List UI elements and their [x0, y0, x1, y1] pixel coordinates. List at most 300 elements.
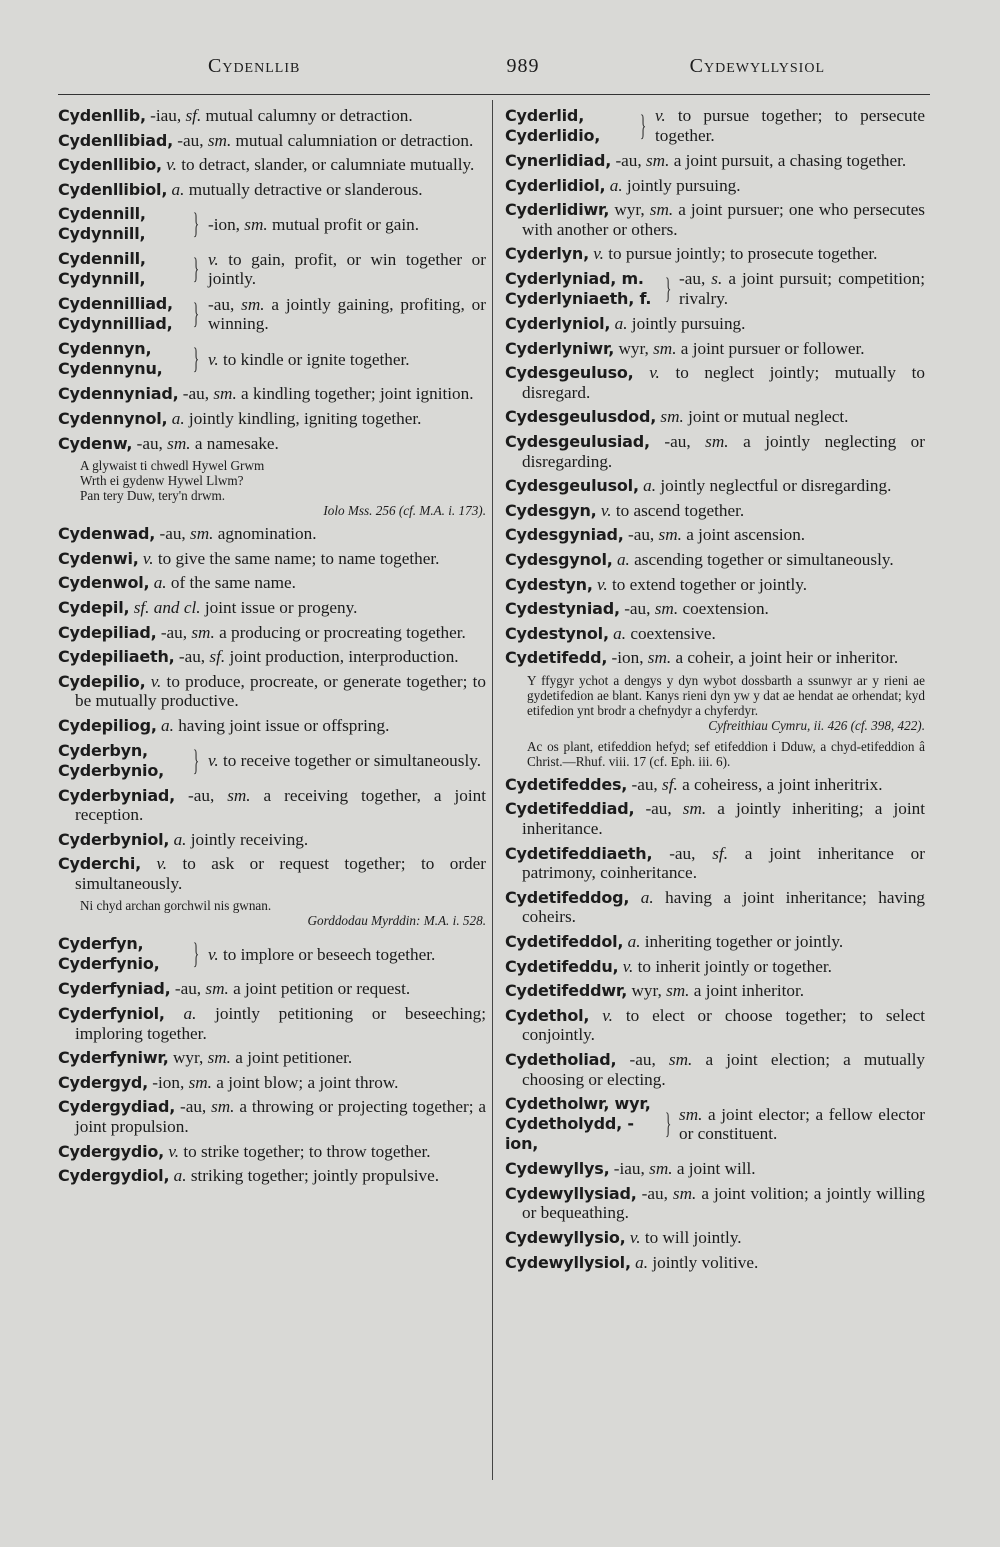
dictionary-entry	[58, 672, 486, 711]
definition-text: a receiving together, a joint reception.	[75, 785, 486, 825]
definition	[204, 250, 486, 289]
definition-text: jointly receiving.	[186, 829, 309, 849]
grammar-label: v.	[600, 500, 612, 520]
inflection: -ion,	[607, 648, 648, 668]
dictionary-entry	[505, 339, 925, 359]
dictionary-entry	[58, 786, 486, 825]
headword-group	[58, 934, 188, 974]
dictionary-entry	[505, 200, 925, 239]
definition-text: to give the same name; to name together.	[153, 548, 440, 568]
inflection: wyr,	[614, 338, 654, 358]
definition	[651, 106, 925, 145]
header-right-guideword: Cydewyllysiol	[689, 55, 825, 77]
definition	[204, 945, 486, 965]
headword: Cydesgeulusiad,	[505, 431, 650, 451]
grammar-label: v.	[593, 244, 604, 264]
definition-text: mutual calumny or detraction.	[201, 106, 413, 125]
headword: Cydethol,	[505, 1005, 590, 1025]
headword: Cydepiliad,	[58, 622, 157, 642]
headword: Cydennill,	[58, 249, 146, 269]
headword: Cydetholiad,	[505, 1050, 617, 1069]
headword: Cydenllibiad,	[58, 130, 173, 150]
headword: Cydennill,	[58, 204, 146, 224]
inflection: -au,	[170, 979, 206, 999]
dictionary-entry	[505, 648, 925, 668]
dictionary-entry	[505, 599, 925, 619]
grammar-label: a.	[613, 623, 627, 643]
headword-group	[505, 106, 635, 146]
grammar-label: sm.	[668, 1050, 693, 1069]
grammar-label: a.	[171, 408, 185, 428]
definition-text: to inherit jointly or together.	[633, 956, 832, 976]
headword: Cydergydio,	[58, 1141, 165, 1161]
headword: Cydennynu,	[58, 359, 163, 379]
grammar-label: sm.	[705, 431, 729, 451]
definition-text: to extend together or jointly.	[607, 574, 808, 594]
headword: Cydynnilliad,	[58, 314, 173, 334]
dictionary-entry	[505, 476, 925, 496]
grammar-label: sf.	[209, 647, 226, 667]
header-rule	[58, 94, 930, 95]
citation-quote	[80, 898, 486, 928]
dictionary-entry	[505, 176, 925, 196]
citation-quote	[527, 673, 925, 733]
definition-text: striking together; jointly propulsive.	[186, 1166, 440, 1186]
grammar-label: a.	[609, 175, 623, 195]
headword: Cydetifeddol,	[505, 932, 624, 952]
definition-text: jointly volitive.	[648, 1252, 759, 1272]
inflection: wyr,	[627, 981, 667, 1001]
grammar-label: sm.	[207, 130, 232, 150]
inflection: wyr,	[168, 1048, 208, 1068]
definition-text: a kindling together; joint ignition.	[236, 384, 474, 404]
headword: Cydenllib,	[58, 106, 146, 125]
grammar-label: v.	[208, 750, 219, 770]
inflection: -au,	[619, 599, 655, 619]
left-column	[58, 106, 486, 1191]
header-left-guideword: Cydenllib	[208, 55, 301, 77]
headword: Cydynnill,	[58, 269, 146, 289]
inflection: -au,	[208, 294, 242, 314]
definition	[675, 269, 925, 308]
dictionary-entry	[58, 384, 486, 404]
quote-source: Iolo Mss. 256 (cf. M.A. i. 173).	[323, 503, 486, 519]
dictionary-entry	[58, 979, 486, 999]
grammar-label: v.	[208, 944, 219, 964]
grammar-label: a.	[643, 476, 657, 496]
dictionary-entry	[58, 647, 486, 667]
dictionary-entry	[58, 573, 486, 593]
quote-line: Wrth ei gydenw Hywel Llwm?	[80, 473, 244, 489]
headword-group	[505, 269, 661, 309]
headword: Cydesgynol,	[505, 549, 613, 569]
brace-glyph: }	[192, 743, 200, 777]
dictionary-entry-pair	[505, 106, 925, 146]
grammar-label: sm.	[244, 214, 268, 234]
definition-text: having a joint inheritance; having coheirs.	[522, 887, 926, 927]
grammar-label: a.	[173, 829, 187, 849]
definition-text: of the same name.	[166, 573, 296, 593]
inflection	[141, 854, 156, 873]
definition-text: a joint pursuit, a chasing together.	[669, 151, 907, 170]
inflection: -au,	[627, 774, 663, 794]
dictionary-entry-pair	[505, 269, 925, 309]
definition-text: a joint petitioner.	[230, 1048, 353, 1068]
definition-text: mutual calumniation or detraction.	[231, 130, 474, 150]
definition-text: agnomination.	[213, 524, 317, 544]
definition-text: a joint petition or request.	[228, 979, 411, 999]
grammar-label: v.	[150, 671, 162, 691]
definition-text: a joint will.	[672, 1159, 756, 1179]
definition-text: a coheiress, a joint inheritrix.	[677, 774, 883, 794]
headword: Cyderchi,	[58, 854, 142, 874]
dictionary-entry	[505, 1050, 925, 1089]
headword: Cydesgyniad,	[505, 525, 624, 545]
headword: Cydetifeddes,	[505, 774, 628, 794]
dictionary-entry	[58, 434, 486, 454]
definition-text: to pursue together; to persecute together.	[655, 106, 925, 145]
definition-text: jointly petitioning or beseeching; imploring together.	[75, 1004, 486, 1043]
definition-text: a joint election; a mutually choosing or electing.	[522, 1050, 925, 1089]
dictionary-entry	[58, 106, 486, 126]
grammar-label: v.	[622, 956, 634, 976]
definition-text: a joint pursuer or follower.	[676, 338, 865, 358]
definition-text: a namesake.	[190, 433, 279, 453]
inflection	[165, 1004, 184, 1023]
grammar-label: v.	[166, 155, 177, 175]
definition-text: to ascend together.	[611, 500, 745, 520]
dictionary-entry	[58, 524, 486, 544]
dictionary-entry	[505, 1253, 925, 1273]
headword: Cydynnill,	[58, 224, 146, 244]
grammar-label: sm.	[190, 524, 214, 544]
dictionary-entry	[505, 888, 925, 927]
headword: Cydetifeddiaeth,	[505, 843, 653, 863]
headword: Cydergydiol,	[58, 1166, 170, 1186]
headword: Cydenwad,	[58, 524, 156, 544]
inflection: wyr,	[609, 200, 650, 220]
grammar-label: sm.	[205, 979, 229, 999]
grammar-label: a.	[640, 887, 654, 907]
headword-group	[58, 741, 188, 781]
inflection: -ion,	[208, 214, 245, 234]
definition-text: a throwing or projecting together; a joint propulsion.	[75, 1097, 486, 1137]
headword: Cydesgeuluso,	[505, 363, 634, 383]
definition-text: a jointly neglecting or disregarding.	[522, 431, 925, 471]
headword: Cydewyllysio,	[505, 1227, 626, 1247]
inflection: -iau,	[609, 1159, 650, 1179]
grammar-label: a.	[183, 1004, 197, 1024]
grammar-label: a.	[627, 932, 641, 952]
definition	[204, 295, 486, 334]
dictionary-entry	[58, 409, 486, 429]
headword: Cydenllibiol,	[58, 179, 168, 199]
headword: Cydewyllysiad,	[505, 1183, 637, 1203]
grammar-label: a.	[616, 549, 630, 569]
definition-text: a joint inheritor.	[689, 981, 805, 1001]
dictionary-entry	[505, 799, 925, 838]
definition-text: a joint volition; a jointly willing or bequeathing.	[522, 1183, 925, 1223]
dictionary-entry-pair	[58, 741, 486, 781]
headword: Cydetifedd,	[505, 648, 608, 668]
grammar-label: sm.	[654, 599, 679, 619]
running-header	[58, 55, 930, 81]
inflection: -au,	[156, 622, 192, 642]
dictionary-entry	[505, 844, 925, 883]
inflection: -ion,	[147, 1072, 189, 1092]
headword: Cydennyn,	[58, 339, 152, 359]
grammar-label: sm.	[167, 433, 191, 453]
dictionary-entry	[58, 1048, 486, 1068]
dictionary-entry	[58, 623, 486, 643]
headword: Cydesgeulusdod,	[505, 407, 657, 427]
dictionary-entry-pair	[58, 339, 486, 379]
grammar-label: sm.	[207, 1048, 231, 1068]
headword: Cydepiliaeth,	[58, 647, 175, 667]
inflection: -au,	[616, 1050, 669, 1069]
inflection	[634, 363, 650, 382]
dictionary-entry	[505, 363, 925, 402]
definition	[204, 215, 486, 235]
grammar-label: sm.	[666, 981, 690, 1001]
quote-line: Ni chyd archan gorchwil nis gwnan.	[80, 898, 272, 914]
headword: Cydenwol,	[58, 573, 150, 593]
dictionary-entry	[505, 1159, 925, 1179]
grammar-label: sm.	[682, 799, 707, 819]
grammar-label: sf.	[185, 106, 202, 125]
inflection: -au,	[611, 151, 646, 170]
headword: Cyderlyniad, m.	[505, 268, 644, 288]
headword-group	[58, 339, 188, 379]
definition-text: joint or mutual neglect.	[683, 407, 849, 427]
definition-text: to produce, procreate, or generate together; to be mutually productive.	[75, 671, 487, 711]
headword: Cyderfynio,	[58, 954, 160, 974]
grammar-label: sm.	[647, 648, 672, 668]
definition-text: having joint issue or offspring.	[173, 715, 390, 735]
definition-text: to will jointly.	[640, 1227, 742, 1247]
dictionary-entry	[58, 1097, 486, 1136]
dictionary-entry-pair	[58, 249, 486, 289]
brace-glyph: }	[192, 342, 200, 376]
inflection: -au,	[634, 799, 683, 819]
brace-glyph: }	[664, 1107, 672, 1141]
grammar-label: v.	[168, 1141, 180, 1161]
definition	[204, 350, 486, 370]
column-divider	[492, 100, 493, 1480]
inflection: -au,	[649, 431, 706, 451]
definition-text: jointly kindling, igniting together.	[184, 408, 422, 428]
headword: Cydergydiad,	[58, 1097, 176, 1117]
definition-text: a jointly inheriting; a joint inheritance.	[522, 799, 925, 839]
dictionary-entry	[505, 244, 925, 264]
inflection: -au,	[652, 843, 713, 863]
brace-glyph: }	[192, 207, 200, 241]
inflection: -au,	[623, 525, 659, 545]
dictionary-entry	[58, 155, 486, 175]
grammar-label: sm.	[653, 338, 677, 358]
definition-text: a joint pursuit; competition; rivalry.	[679, 269, 925, 308]
headword: Cyderlyniwr,	[505, 338, 615, 358]
headword: Cydetifeddu,	[505, 956, 619, 976]
headword: Cydesgyn,	[505, 500, 597, 520]
headword: Cydetholydd, -ion,	[505, 1114, 634, 1154]
grammar-label: sm.	[649, 1159, 673, 1179]
dictionary-entry	[505, 1006, 925, 1045]
dictionary-entry	[505, 932, 925, 952]
brace-glyph: }	[192, 297, 200, 331]
headword: Cyderfyniol,	[58, 1004, 165, 1024]
grammar-label: v.	[649, 363, 660, 383]
headword-group	[58, 204, 188, 244]
dictionary-entry	[505, 432, 925, 471]
dictionary-entry	[58, 716, 486, 736]
grammar-label: sm.	[188, 1072, 212, 1092]
definition-text: to strike together; to throw together.	[179, 1141, 431, 1161]
definition-text: jointly pursuing.	[627, 313, 746, 333]
grammar-label: sm.	[658, 525, 682, 545]
dictionary-entry	[505, 981, 925, 1001]
headword-group	[58, 294, 188, 334]
dictionary-entry	[58, 549, 486, 569]
definition-text: a jointly gaining, profiting, or winning.	[208, 294, 487, 334]
dictionary-entry	[58, 1004, 486, 1043]
grammar-label: sf. and cl.	[133, 597, 201, 617]
headword: Cydewyllysiol,	[505, 1252, 631, 1272]
definition-text: joint production, interproduction.	[225, 647, 459, 667]
inflection: -iau,	[145, 106, 186, 125]
grammar-label: sf.	[662, 774, 678, 794]
inflection	[629, 888, 641, 907]
dictionary-entry-pair	[58, 204, 486, 244]
headword: Cynerlidiad,	[505, 151, 612, 170]
dictionary-entry	[505, 525, 925, 545]
dictionary-entry	[505, 550, 925, 570]
headword: Cyderbynio,	[58, 760, 164, 780]
grammar-label: a.	[173, 1166, 187, 1186]
headword: Cyderlyn,	[505, 244, 589, 264]
headword: Cydennyniad,	[58, 384, 179, 404]
headword: Cydepiliog,	[58, 715, 157, 735]
grammar-label: sm.	[227, 785, 251, 805]
dictionary-entry	[505, 314, 925, 334]
brace-glyph: }	[192, 252, 200, 286]
definition-text: a joint pursuer; one who persecutes with another or others.	[522, 200, 925, 239]
dictionary-entry	[58, 180, 486, 200]
inflection: -au,	[175, 785, 228, 805]
inflection: -au,	[174, 647, 210, 667]
grammar-label: sm.	[213, 384, 237, 404]
quote-line: Y ffygyr ychot a dengys y dyn wybot dossbarth a ssunwyr ar y rieni ae gydetifedion ae blant. Kanys rieni dyn yw y dat ae hendat ae orhendat; kyd etifedion ynt brodr a chefnydyr a chyferdyr.	[527, 672, 925, 718]
headword: Cyderlyniol,	[505, 313, 611, 333]
headword: Cyderbyn,	[58, 740, 148, 760]
grammar-label: sm.	[660, 407, 684, 427]
headword: Cydetholwr, wyr,	[505, 1094, 651, 1114]
quote-line: Pan tery Duw, tery'n drwm.	[80, 488, 226, 504]
definition-text: to gain, profit, or win together or jointly.	[208, 249, 486, 289]
definition-text: to detract, slander, or calumniate mutually.	[176, 155, 475, 175]
grammar-label: v.	[597, 574, 608, 594]
dictionary-entry	[505, 501, 925, 521]
headword: Cydenw,	[58, 433, 133, 453]
inflection: -au,	[178, 384, 214, 404]
dictionary-entry	[505, 407, 925, 427]
headword: Cydetifeddog,	[505, 887, 630, 907]
definition-text: coextensive.	[626, 623, 716, 643]
definition-text: a joint inheritance or patrimony, coinheritance.	[522, 843, 925, 883]
grammar-label: sm.	[211, 1097, 235, 1117]
inflection	[589, 1006, 602, 1025]
definition-text: to kindle or ignite together.	[218, 349, 410, 369]
definition-text: a joint ascension.	[681, 525, 806, 545]
definition-text: mutual profit or gain.	[267, 214, 420, 234]
grammar-label: a.	[171, 179, 185, 199]
definition-text: a coheir, a joint heir or inheritor.	[671, 648, 899, 668]
brace-glyph: }	[664, 271, 672, 305]
brace-glyph: }	[192, 937, 200, 971]
quote-line: Ac os plant, etifeddion hefyd; sef etifeddion i Dduw, a chyd-etifeddion â Christ.—Rhuf. viii. 17 (cf. Eph. iii. 6).	[527, 738, 925, 769]
headword: Cyderlidiol,	[505, 175, 606, 195]
inflection: -au,	[175, 1097, 212, 1117]
grammar-label: a.	[614, 313, 628, 333]
dictionary-entry	[58, 854, 486, 893]
dictionary-entry	[58, 1166, 486, 1186]
headword-group	[505, 1094, 661, 1154]
definition-text: a joint elector; a fellow elector or constituent.	[679, 1104, 925, 1144]
headword: Cyderbyniad,	[58, 785, 176, 805]
headword: Cyderlid,	[505, 106, 585, 125]
headword: Cyderbyniol,	[58, 829, 170, 849]
grammar-label: sm.	[645, 151, 670, 170]
definition-text: jointly pursuing.	[622, 175, 741, 195]
inflection: -au,	[636, 1183, 673, 1203]
grammar-label: sm.	[672, 1183, 697, 1203]
headword-group	[58, 249, 188, 289]
citation-quote	[527, 739, 925, 769]
headword: Cydennynol,	[58, 408, 168, 428]
definition-text: inheriting together or jointly.	[640, 932, 844, 952]
dictionary-entry	[505, 1184, 925, 1223]
headword: Cydenwi,	[58, 548, 139, 568]
quote-line: A glywaist ti chwedl Hywel Grwm	[80, 458, 265, 474]
dictionary-entry	[505, 1228, 925, 1248]
dictionary-entry	[58, 131, 486, 151]
definition-text: to receive together or simultaneously.	[218, 750, 481, 770]
headword: Cydesgeulusol,	[505, 476, 639, 496]
headword: Cydestynol,	[505, 623, 609, 643]
headword: Cyderlidiwr,	[505, 200, 610, 220]
dictionary-entry-pair	[58, 934, 486, 974]
brace-glyph: }	[639, 109, 647, 142]
definition-text: to neglect jointly; mutually to disregard.	[522, 363, 926, 402]
headword: Cyderfyn,	[58, 934, 144, 954]
definition-text: a joint blow; a joint throw.	[211, 1072, 399, 1092]
grammar-label: v.	[655, 106, 666, 126]
definition-text: to pursue jointly; to prosecute together.	[603, 244, 878, 264]
dictionary-entry	[58, 1073, 486, 1093]
grammar-label: v.	[602, 1005, 613, 1025]
definition-text: joint issue or progeny.	[200, 597, 358, 617]
dictionary-entry	[505, 775, 925, 795]
headword: Cydewyllys,	[505, 1159, 610, 1179]
grammar-label: sm.	[679, 1104, 703, 1124]
definition-text: a producing or procreating together.	[214, 622, 466, 642]
grammar-label: s.	[711, 269, 723, 289]
grammar-label: sm.	[191, 622, 215, 642]
definition-text: ascending together or simultaneously.	[629, 549, 894, 569]
definition	[675, 1105, 925, 1144]
headword: Cydestyniad,	[505, 599, 620, 619]
quote-source: Gorddodau Myrddin: M.A. i. 528.	[307, 913, 486, 929]
